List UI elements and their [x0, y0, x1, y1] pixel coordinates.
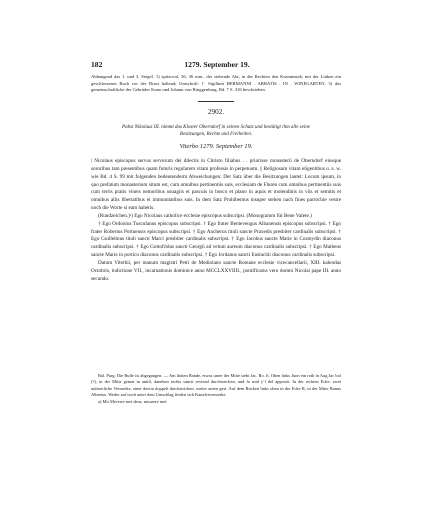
body-paragraph: | Nicolaus episcopus servus servorum dei dilectis in Christo filiabus . . priorisse monasterii de Oberndorf eiusque sororibus tam presentibus quam futuris regularem vitam professis in perpetuum. || Religiosam vitam eligentibus u. s. w. wie Bd. 4 S. 99 mit folgenden bedeutenderm Abweichungen: Der Satz über die Besitzungen lautet: Locum ipsum, in quo prefatum monasterium situm est, cum omnibus pertinentiis suis, ecclesiam de Fluren cum omnibus pertinentiis suis cum terris pratis vineis nemoribus usuagiis et pascuis in bosco et plano in aquis et molendinis in viis et semitis et omnibus aliis libertatibus et immunitatibus suis. In dem Satz Prohibemus insuper stehen nach fines parrochie vestre noch die Worte si eam habetis. [91, 158, 341, 212]
seal-description [91, 74, 341, 94]
seal-description-text: Abhangend das 1. und 3. Siegel: 1) spitzoval, 56, 36 mm., der stehende Abt, in der Rechten den Krummstab, mit der Linken ein geschlossenes Buch vor der Brust haltend; Umschrift: † Sigillum HERMANNI . ABBATIS . IN . WINEGARTEN. 3) das gemeinschaftliche der Gebrüder Kuno und Johann von Ringgenburg, Bd. 7 S. 316 beschrieben. [91, 74, 341, 93]
dating-line: Viterbo 1279. September 19. [179, 143, 253, 150]
running-head: 1279. September 19. [184, 60, 250, 69]
document-number: 2902. [207, 108, 225, 116]
apparatus-note: a) Mit Mecerre mei deus, misarere mei. [98, 398, 168, 404]
regest-line: Pabst Nikolaus III. nimmt das Kloster Oberndorf in seinen Schutz und bestätigt ihm alle seine [122, 125, 310, 130]
apparatus-note: Bal. Purg. Die Bulle ist abgegangen. — Am linken Rande, etwas unter der Mitte steht Jac. Ro. fi. Oben links Juon ein roth in Aug Jac bol (?), in der Mitte gemat in antiil, daneben rechts sancti reviend durchstrichen, und fo mid y’l del appostii. In der rechten Ecke: zwei unleserliche Vermerke, einer davon doppelt durchstrichen, weiter unten gest. Auf dem Rücken links oben in der Ecke R, in der Mitte Bonus Albertus. Weder auf noch unter dem Umschlag finden sich Kanzleivermerke. [91, 373, 341, 398]
critical-apparatus [91, 373, 341, 405]
page-number: 182 [91, 60, 103, 69]
body-paragraph: † Ego Ordonius Tusculanus episcopus subscripsi. † Ego frater Bentevengus Albanensis episcopus subscripsi. † Ego frater Robertus Portuensis episcopus subscripsi. † Ego Ancherus tituli sancte Praxedis presbiter cardinalis subscripsi. † Ego Guillelmus tituli sancti Marci presbiter cardinalis subscripsi. † Ego Jacobus sancte Marie in Cosmydin diaconus cardinalis subscripsi. † Ego Gottofridus sancti Georgii ad velum aureum diaconus cardinalis subscripsi. † Ego Matheus sancte Marie in porticu diaconus cardinalis subscripsi. † Ego Jordanus sancti Eustachii diaconus cardinalis subscripsi. [91, 220, 341, 259]
document-body [91, 158, 341, 284]
regest-line: Besitzungen, Rechte und Freiheiten. [179, 132, 253, 138]
body-paragraph: (Rundzeichen.)ᵃ) Ego Nicolaus catholice ecclesie episcopus subscripsi. (Monogramm für Bene Valete.) [98, 212, 312, 219]
body-paragraph: Datum Viterbii, per manum magistri Petri de Mediolano sancte Romane ecclesie vicecancellarii, XIII. kalendas Octobris, indictione VII., incarnationis dominice anno MCCLXXVIIII., pontificatus vero domni Nicolai pape III. anno secundo. [91, 259, 341, 282]
regest [91, 124, 341, 138]
section-divider [198, 101, 234, 102]
page-header [91, 60, 341, 69]
